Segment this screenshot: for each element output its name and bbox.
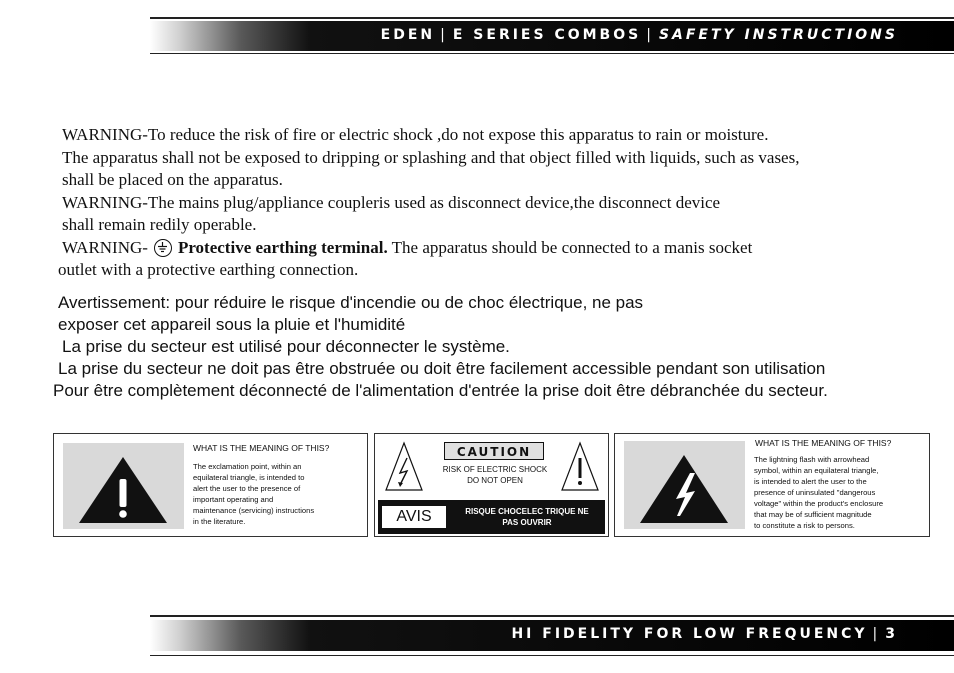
- description-line: in the literature.: [193, 517, 246, 526]
- earthing-warning-text: The apparatus should be connected to a manis socket: [387, 237, 753, 257]
- description-line: that may be of sufficient magnitude: [754, 510, 872, 519]
- english-line: WARNING-The mains plug/appliance coupleris used as disconnect device,the disconnect device: [62, 192, 721, 212]
- description-line: presence of uninsulated "dangerous: [754, 488, 876, 497]
- footer-title: [511, 626, 898, 642]
- lightning-symbol-panel: [624, 441, 745, 529]
- english-line: The apparatus shall not be exposed to dripping or splashing and that object filled with liquids, such as vases,: [62, 147, 800, 167]
- description-line: maintenance (servicing) instructions: [193, 506, 315, 515]
- caution-label-box: [374, 433, 609, 537]
- english-line-earthing: [62, 237, 942, 260]
- footer-top-rule: [150, 615, 954, 617]
- header-top-rule: [150, 17, 954, 19]
- description-line: alert the user to the presence of: [193, 484, 301, 493]
- lightning-symbol-box: [614, 433, 930, 537]
- exclamation-triangle-icon: [63, 443, 184, 529]
- description-line: The lightning flash with arrowhead: [754, 455, 870, 464]
- risk-of-shock-text: [430, 464, 560, 486]
- avis-label: AVIS: [382, 506, 446, 528]
- risk-line: DO NOT OPEN: [467, 476, 523, 485]
- description-line: symbol, within an equilateral triangle,: [754, 466, 879, 475]
- lightning-triangle-icon: [624, 441, 745, 529]
- exclamation-outline-triangle-icon: [559, 440, 601, 494]
- exclamation-symbol-box: [53, 433, 368, 537]
- header-separator: |: [646, 27, 654, 43]
- french-line: exposer cet appareil sous la pluie et l'humidité: [58, 315, 406, 334]
- exclamation-box-description: [193, 461, 314, 527]
- french-warnings: [55, 292, 945, 402]
- footer-slogan: HI FIDELITY FOR LOW FREQUENCY: [511, 626, 868, 642]
- header-title: [381, 27, 898, 43]
- footer-bar: [150, 620, 954, 651]
- header-separator: |: [440, 27, 448, 43]
- footer-bottom-rule: [150, 655, 954, 656]
- page-number: 3: [885, 626, 898, 642]
- header-bottom-rule: [150, 53, 954, 54]
- description-line: equilateral triangle, is intended to: [193, 473, 305, 482]
- french-line: La prise du secteur est utilisé pour déconnecter le système.: [62, 337, 510, 356]
- earth-ground-icon: [154, 239, 172, 257]
- header-section: SAFETY INSTRUCTIONS: [658, 27, 898, 43]
- footer-separator: |: [872, 626, 881, 642]
- header-bar: [150, 21, 954, 51]
- header-brand: EDEN: [380, 27, 436, 43]
- description-line: to constitute a risk to persons.: [754, 521, 855, 530]
- avis-bar: [378, 500, 605, 534]
- lightning-box-description: [754, 454, 883, 531]
- avis-line: RISQUE CHOCELEC TRIQUE NE: [465, 507, 589, 516]
- earthing-warning-prefix: WARNING-: [62, 237, 148, 257]
- caution-label: CAUTION: [444, 442, 544, 460]
- english-line: WARNING-To reduce the risk of fire or electric shock ,do not expose this apparatus to rain or moisture.: [62, 125, 769, 144]
- description-line: important operating and: [193, 495, 274, 504]
- avis-line: PAS OUVRIR: [502, 518, 552, 527]
- french-line: Pour être complètement déconnecté de l'alimentation d'entrée la prise doit être débranchée du secteur.: [53, 381, 828, 400]
- lightning-outline-triangle-icon: [383, 440, 425, 494]
- avis-warning-text: [452, 506, 602, 528]
- header-series: E SERIES COMBOS: [452, 27, 642, 43]
- french-line: Avertissement: pour réduire le risque d'incendie ou de choc électrique, ne pas: [58, 293, 644, 312]
- earthing-warning-bold: Protective earthing terminal.: [177, 237, 388, 257]
- english-line: shall remain redily operable.: [62, 215, 257, 234]
- french-line: La prise du secteur ne doit pas être obstruée ou doit être facilement accessible pendant son utilisation: [58, 359, 826, 378]
- risk-line: RISK OF ELECTRIC SHOCK: [442, 465, 548, 474]
- english-line: shall be placed on the apparatus.: [62, 170, 283, 189]
- english-line: outlet with a protective earthing connection.: [58, 260, 359, 279]
- exclamation-box-title: WHAT IS THE MEANING OF THIS?: [193, 443, 330, 453]
- description-line: is intended to alert the user to the: [754, 477, 867, 486]
- exclamation-symbol-panel: [63, 443, 184, 529]
- description-line: voltage" within the product's enclosure: [754, 499, 884, 508]
- english-warnings: [58, 124, 942, 282]
- description-line: The exclamation point, within an: [193, 462, 302, 471]
- lightning-box-title: WHAT IS THE MEANING OF THIS?: [755, 438, 892, 448]
